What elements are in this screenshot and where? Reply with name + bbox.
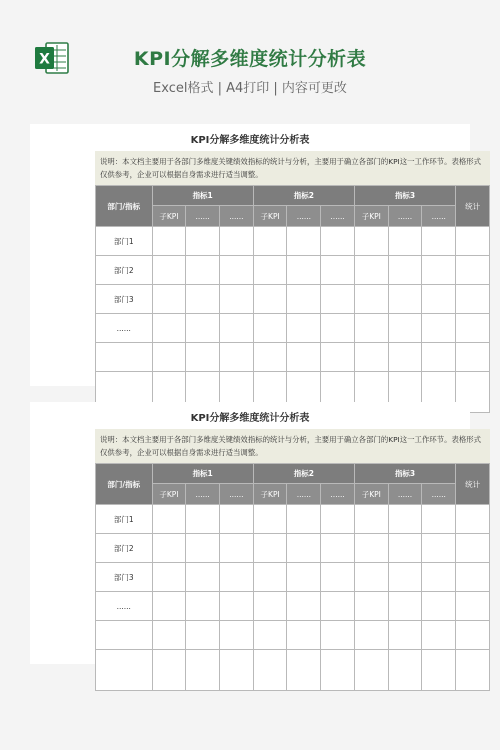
sub-more-header: ...... [388,484,422,505]
table-row [96,563,490,592]
page-subtitle: Excel格式 | A4打印 | 内容可更改 [153,81,347,96]
indicator1-header: 指标1 [152,186,253,206]
row-label: 部门3 [96,563,153,592]
sub-more-header: ...... [287,206,321,227]
sub-kpi-header: 子KPI [253,206,287,227]
table-row [96,256,490,285]
indicator1-header: 指标1 [152,464,253,484]
sub-more-header: ...... [186,484,220,505]
row-label [96,650,153,691]
table-row [96,505,490,534]
sheet-preview-2 [30,402,482,664]
stat-header: 统计 [456,464,490,505]
indicator2-header: 指标2 [253,464,354,484]
row-label: 部门2 [96,256,153,285]
sub-more-header: ...... [422,206,456,227]
sheet-preview-1 [30,124,482,386]
sheet-title: KPI分解多维度统计分析表 [190,135,310,146]
sub-kpi-header: 子KPI [152,206,186,227]
table-row [96,534,490,563]
row-label: 部门2 [96,534,153,563]
page-title: KPI分解多维度统计分析表 [133,48,367,70]
sub-more-header: ...... [287,484,321,505]
row-label [96,343,153,372]
row-label: ...... [96,592,153,621]
table-row [96,343,490,372]
dept-indicator-header: 部门/指标 [96,186,153,227]
row-label: ...... [96,314,153,343]
table-row [96,621,490,650]
sub-kpi-header: 子KPI [354,484,388,505]
indicator2-header: 指标2 [253,186,354,206]
kpi-table [95,185,490,413]
sub-more-header: ...... [388,206,422,227]
sub-more-header: ...... [321,206,355,227]
sub-more-header: ...... [422,484,456,505]
row-label: 部门3 [96,285,153,314]
kpi-table [95,463,490,691]
stat-header: 统计 [456,186,490,227]
table-row [96,285,490,314]
table-row [96,227,490,256]
sub-kpi-header: 子KPI [152,484,186,505]
indicator3-header: 指标3 [354,464,455,484]
sheet-title: KPI分解多维度统计分析表 [190,413,310,424]
svg-text:X: X [39,51,50,68]
sheet-note: 说明：本文档主要用于各部门多维度关键绩效指标的统计与分析，主要用于确立各部门的KPI这一工作环节。表格形式仅供参考，企业可以根据自身需求进行适当调整。 [95,429,490,463]
sub-more-header: ...... [186,206,220,227]
row-label: 部门1 [96,505,153,534]
sub-more-header: ...... [220,206,254,227]
indicator3-header: 指标3 [354,186,455,206]
dept-indicator-header: 部门/指标 [96,464,153,505]
sub-more-header: ...... [321,484,355,505]
table-row [96,650,490,691]
sub-kpi-header: 子KPI [354,206,388,227]
sub-kpi-header: 子KPI [253,484,287,505]
page-header [0,0,500,115]
sub-more-header: ...... [220,484,254,505]
table-row [96,592,490,621]
row-label [96,621,153,650]
sheet-note: 说明：本文档主要用于各部门多维度关键绩效指标的统计与分析，主要用于确立各部门的KPI这一工作环节。表格形式仅供参考，企业可以根据自身需求进行适当调整。 [95,151,490,185]
table-row [96,314,490,343]
row-label: 部门1 [96,227,153,256]
